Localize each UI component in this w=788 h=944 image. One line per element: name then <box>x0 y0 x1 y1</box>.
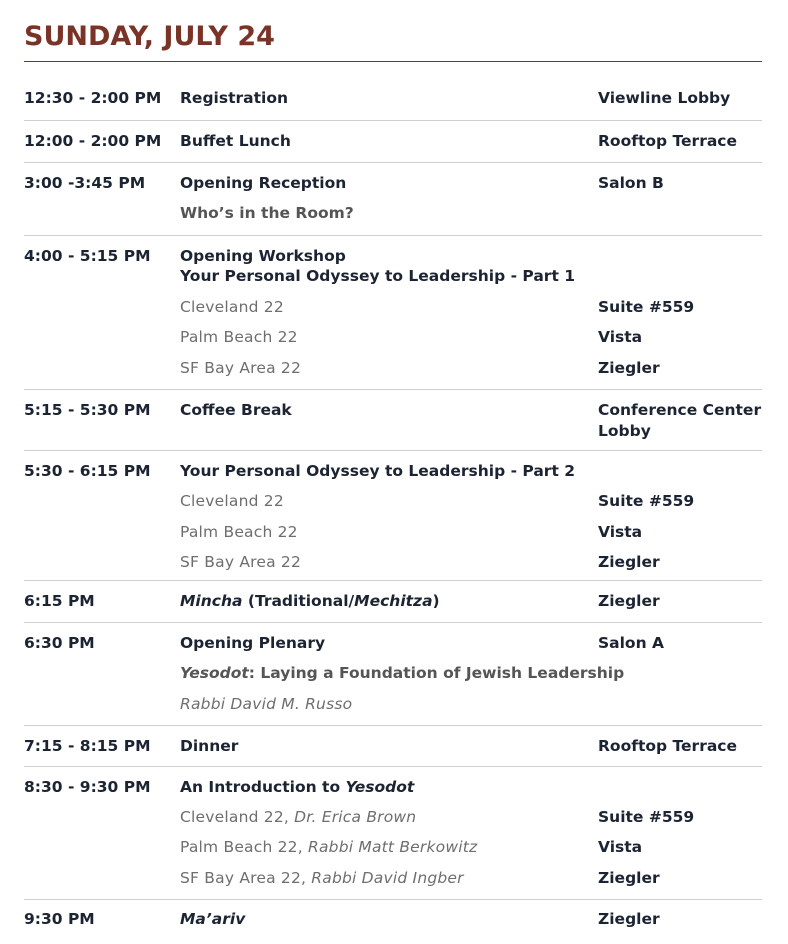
row-location: Conference Center <box>598 401 762 419</box>
group-location: Suite #559 <box>598 808 695 826</box>
group-location: Suite #559 <box>598 298 695 316</box>
row-event: Ma’ariv <box>180 910 246 928</box>
schedule-row <box>24 726 762 767</box>
subtitle-rest: : Laying a Foundation of Jewish Leadership <box>248 664 625 682</box>
event-mid: (Traditional/ <box>242 592 355 610</box>
row-time: 6:30 PM <box>24 634 95 652</box>
row-event-line2: Your Personal Odyssey to Leadership - Part 1 <box>180 267 576 285</box>
schedule-table <box>24 62 762 940</box>
event-italic-2: Mechitza <box>354 592 433 610</box>
group-name: SF Bay Area 22 <box>180 359 302 377</box>
row-event <box>180 591 440 611</box>
schedule-row <box>24 767 762 900</box>
schedule-row <box>24 623 762 726</box>
group-label: Cleveland 22, <box>180 808 295 826</box>
row-location: Ziegler <box>598 592 660 610</box>
group-location: Suite #559 <box>598 492 695 510</box>
schedule-row <box>24 236 762 390</box>
row-location: Salon B <box>598 174 664 192</box>
row-event: Dinner <box>180 737 239 755</box>
group-location: Vista <box>598 328 643 346</box>
row-location: Rooftop Terrace <box>598 737 738 755</box>
group-location: Ziegler <box>598 869 660 887</box>
row-location: Rooftop Terrace <box>598 132 738 150</box>
group-name: Palm Beach 22 <box>180 523 298 541</box>
row-subtitle: Who’s in the Room? <box>180 204 354 222</box>
day-title: SUNDAY, JULY 24 <box>24 21 275 52</box>
row-location: Ziegler <box>598 910 660 928</box>
row-time: 9:30 PM <box>24 910 95 928</box>
schedule-row <box>24 163 762 236</box>
group-label: SF Bay Area 22, <box>180 869 312 887</box>
row-time: 5:15 - 5:30 PM <box>24 401 151 419</box>
group-speaker: Rabbi Matt Berkowitz <box>308 838 478 856</box>
row-time: 12:00 - 2:00 PM <box>24 132 162 150</box>
row-time: 12:30 - 2:00 PM <box>24 89 162 107</box>
row-event: Opening Workshop <box>180 247 346 265</box>
group-name: Cleveland 22 <box>180 492 284 510</box>
schedule-row <box>24 121 762 163</box>
schedule-row <box>24 62 762 121</box>
row-time: 8:30 - 9:30 PM <box>24 778 151 796</box>
group-name <box>180 868 464 888</box>
row-subtitle <box>180 663 624 683</box>
event-text: An Introduction to <box>180 778 346 796</box>
group-name: SF Bay Area 22 <box>180 553 302 571</box>
row-time: 7:15 - 8:15 PM <box>24 737 151 755</box>
row-event: Opening Plenary <box>180 634 326 652</box>
schedule-row <box>24 390 762 451</box>
group-name: Palm Beach 22 <box>180 328 298 346</box>
row-location: Viewline Lobby <box>598 89 731 107</box>
subtitle-italic: Yesodot <box>180 664 249 682</box>
group-speaker: Dr. Erica Brown <box>294 808 417 826</box>
row-time: 3:00 -3:45 PM <box>24 174 146 192</box>
group-name <box>180 837 477 857</box>
group-speaker: Rabbi David Ingber <box>311 869 464 887</box>
row-time: 6:15 PM <box>24 592 95 610</box>
schedule-row <box>24 451 762 581</box>
group-name <box>180 807 416 827</box>
schedule-row <box>24 900 762 940</box>
group-name: Cleveland 22 <box>180 298 284 316</box>
event-end: ) <box>432 592 440 610</box>
group-location: Ziegler <box>598 359 660 377</box>
group-location: Vista <box>598 523 643 541</box>
row-event: Coffee Break <box>180 401 292 419</box>
row-event: Your Personal Odyssey to Leadership - Part 2 <box>180 462 576 480</box>
group-label: Palm Beach 22, <box>180 838 308 856</box>
row-time: 5:30 - 6:15 PM <box>24 462 151 480</box>
row-event: Opening Reception <box>180 174 347 192</box>
row-event: Registration <box>180 89 289 107</box>
row-speaker: Rabbi David M. Russo <box>180 695 353 713</box>
schedule-row <box>24 581 762 623</box>
row-event <box>180 777 414 797</box>
group-location: Ziegler <box>598 553 660 571</box>
group-location: Vista <box>598 838 643 856</box>
event-italic: Yesodot <box>345 778 415 796</box>
row-location-line2: Lobby <box>598 422 651 440</box>
row-time: 4:00 - 5:15 PM <box>24 247 151 265</box>
event-italic: Mincha <box>180 592 243 610</box>
row-location: Salon A <box>598 634 665 652</box>
row-event: Buffet Lunch <box>180 132 291 150</box>
